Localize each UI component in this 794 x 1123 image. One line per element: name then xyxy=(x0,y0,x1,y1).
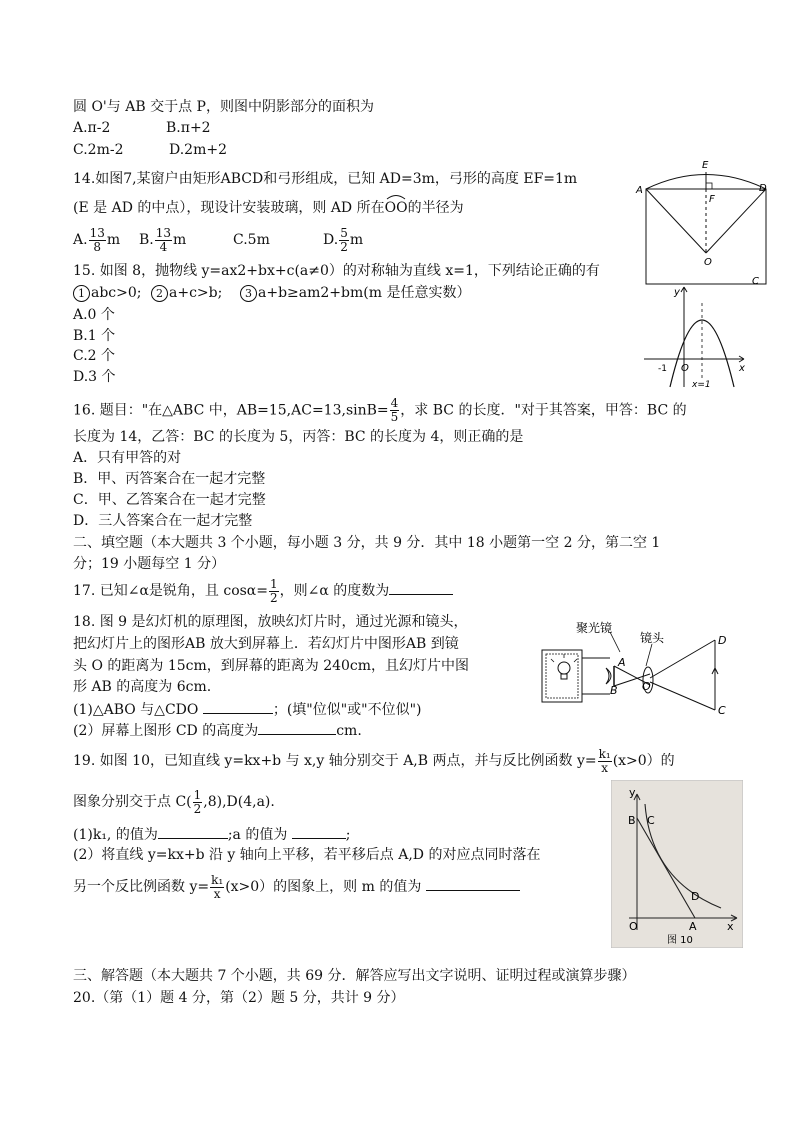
q13-text: 圆 O'与 AB 交于点 P，则图中阴影部分的面积为 xyxy=(73,99,374,115)
figure-7-window xyxy=(634,155,774,290)
q13-option-d: D.2m+2 xyxy=(169,142,227,158)
q13-option-b: B.π+2 xyxy=(166,120,211,136)
q16-option-d: D．三人答案合在一起才完整 xyxy=(73,513,253,529)
q19-frac-k1: $\frac{\text{k₁}}{x}$ xyxy=(598,746,611,775)
fig8-label-axis: x=1 xyxy=(692,380,711,390)
q15-statements xyxy=(73,283,471,303)
q15-option-b: B.1 个 xyxy=(73,328,116,344)
q14-option-b: B. $\frac{13}{4}$ m xyxy=(139,225,187,254)
q13-option-c: C.2m-2 xyxy=(73,142,124,158)
q17-frac: $\frac{1}{2}$ xyxy=(270,576,278,605)
fig7-label-e: E xyxy=(702,160,709,171)
q19-frac-k1-2: $\frac{\text{k₁}}{x}$ xyxy=(211,872,224,901)
fig8-label-y: y xyxy=(674,287,680,298)
fig10-label-x: x xyxy=(727,920,734,933)
q19-line4: (2）将直线 y=kx+b 沿 y 轴向上平移，若平移后点 A,D 的对应点同时落在 xyxy=(73,847,541,863)
q15-line1: 15. 如图 8，抛物线 y=ax2+bx+c(a≠0）的对称轴为直线 x=1，下列结论正确的有 xyxy=(73,263,600,279)
q18-line6: (2）屏幕上图形 CD 的高度为 cm. xyxy=(73,720,362,741)
fig9-label-a: A xyxy=(618,656,626,669)
figure-9-projector xyxy=(540,618,740,720)
q13-options-row2 xyxy=(73,140,227,160)
q15-statement-3: a+b≥am2+bm(m 是任意实数） xyxy=(258,285,471,301)
q14-line2-pre: (E 是 AD 的中点），现设计安装玻璃，则 AD 所在 xyxy=(73,200,385,216)
q15-option-a: A.0 个 xyxy=(73,307,115,323)
q16-option-c: C．甲、乙答案合在一起才完整 xyxy=(73,492,266,508)
figure-8-parabola xyxy=(640,283,750,391)
q17-answer-blank[interactable] xyxy=(389,580,453,595)
fig7-label-d: D xyxy=(759,183,767,194)
fig10-label-c: C xyxy=(647,814,655,827)
section2-heading: 二、填空题（本大题共 3 个小题，每小题 3 分，共 9 分．其中 18 小题第一空 2 分，第二空 1 xyxy=(73,535,661,551)
q18-line1: 18. 图 9 是幻灯机的原理图，放映幻灯片时，通过光源和镜头， xyxy=(73,614,468,630)
q20-heading: 20.（第（1）题 4 分，第（2）题 5 分，共计 9 分） xyxy=(73,990,405,1006)
q15-option-c: C.2 个 xyxy=(73,348,116,364)
q14-line1: 14.如图7,某窗户由矩形ABCD和弓形组成，已知 AD=3m，弓形的高度 EF=1m xyxy=(73,171,578,187)
q14-line2-post: 的半径为 xyxy=(407,200,464,216)
q19-blank-m[interactable] xyxy=(426,876,520,891)
fig9-label-d: D xyxy=(718,634,727,647)
q14-options xyxy=(73,225,364,254)
q17-line: 17. 已知∠α是锐角，且 cosα= $\frac{1}{2}$ ，则∠α 的度数为 xyxy=(73,577,453,605)
fig10-label-y: y xyxy=(629,786,636,799)
q18-blank-1[interactable] xyxy=(203,699,273,714)
fig10-label-b: B xyxy=(628,814,636,827)
q19-line3: (1)k₁, 的值为 ;a 的值为 ; xyxy=(73,824,351,845)
q18-line2: 把幻灯片上的图形AB 放大到屏幕上．若幻灯片中图形AB 到镜 xyxy=(73,636,459,652)
q19-line1: 19. 如图 10，已知直线 y=kx+b 与 x,y 轴分别交于 A,B 两点，并与反比例函数 y= $\frac{\text{k₁}}{x}$ (x>0）的 xyxy=(73,746,675,775)
arc-mark-icon xyxy=(385,194,407,200)
fig7-label-f: F xyxy=(709,194,715,205)
q16-option-b: B．甲、丙答案合在一起才完整 xyxy=(73,471,266,487)
q18-line5: (1)△ABO 与△CDO ；(填"位似"或"不位似") xyxy=(73,699,422,720)
section3-heading: 三、解答题（本大题共 7 个小题，共 69 分．解答应写出文字说明、证明过程或演算步骤） xyxy=(73,968,636,984)
fig9-label-c: C xyxy=(718,704,726,717)
fig10-label-a: A xyxy=(689,920,697,933)
light-bulb-icon xyxy=(558,662,570,674)
fig8-label-x: x xyxy=(739,363,745,374)
fig7-label-c: C xyxy=(752,276,759,287)
q14-arc-label: OO xyxy=(385,198,408,218)
fig10-label-d: D xyxy=(691,890,700,903)
fig9-label-condenser: 聚光镜 xyxy=(576,621,613,635)
q16-frac: $\frac{4}{5}$ xyxy=(390,396,399,424)
fig9-label-lens: 镜头 xyxy=(640,631,665,645)
q19-line2: 图象分别交于点 C( $\frac{1}{2}$ ,8),D(4,a). xyxy=(73,787,275,816)
q16-option-a: A．只有甲答的对 xyxy=(73,450,182,466)
q19-frac-c: $\frac{1}{2}$ xyxy=(193,787,202,816)
q19-line5: 另一个反比例函数 y= $\frac{\text{k₁}}{x}$ (x>0）的图象上，则 m 的值为 xyxy=(73,870,520,904)
fig9-label-o: O xyxy=(642,680,651,693)
fig10-caption: 图 10 xyxy=(667,935,693,946)
q18-line4: 形 AB 的高度为 6cm. xyxy=(73,679,212,695)
section2-heading-cont: 分；19 小题每空 1 分） xyxy=(73,556,226,572)
q18-line3: 头 O 的距离为 15cm，到屏幕的距离为 240cm，且幻灯片中图 xyxy=(73,658,470,674)
q14-option-c: C.5m xyxy=(233,232,270,248)
q18-blank-2[interactable] xyxy=(258,720,336,735)
figure-10-photo xyxy=(611,780,743,948)
q19-blank-k1[interactable] xyxy=(158,824,228,839)
q13-option-a: A.π-2 xyxy=(73,120,111,136)
q15-option-d: D.3 个 xyxy=(73,369,116,385)
q14-option-d: D. $\frac{5}{2}$ m xyxy=(323,225,364,254)
q16-line2: 长度为 14，乙答：BC 的长度为 5，丙答：BC 的长度为 4，则正确的是 xyxy=(73,429,524,445)
q14-line2 xyxy=(73,198,464,218)
q15-statement-2: a+c>b; xyxy=(169,285,223,301)
q15-circle-1: 1 xyxy=(73,285,90,302)
fig7-label-o: O xyxy=(704,257,712,268)
q15-statement-1: abc>0; xyxy=(91,285,142,301)
q15-circle-3: 3 xyxy=(240,285,257,302)
fig8-label-o: O xyxy=(681,363,689,374)
q16-line1: 16. 题目："在△ABC 中，AB=15,AC=13,sinB= $\frac{4}{5}$ ，求 BC 的长度．"对于其答案，甲答：BC 的 xyxy=(73,396,687,424)
fig8-label-neg1: -1 xyxy=(658,364,667,374)
fig9-label-b: B xyxy=(610,684,618,697)
q19-blank-a[interactable] xyxy=(292,824,346,839)
q15-circle-2: 2 xyxy=(151,285,168,302)
q14-option-a: A. $\frac{13}{8}$ m xyxy=(73,225,121,254)
q13-options-row1 xyxy=(73,118,211,138)
fig7-label-a: A xyxy=(636,185,643,196)
fig10-label-o: O xyxy=(629,920,638,933)
